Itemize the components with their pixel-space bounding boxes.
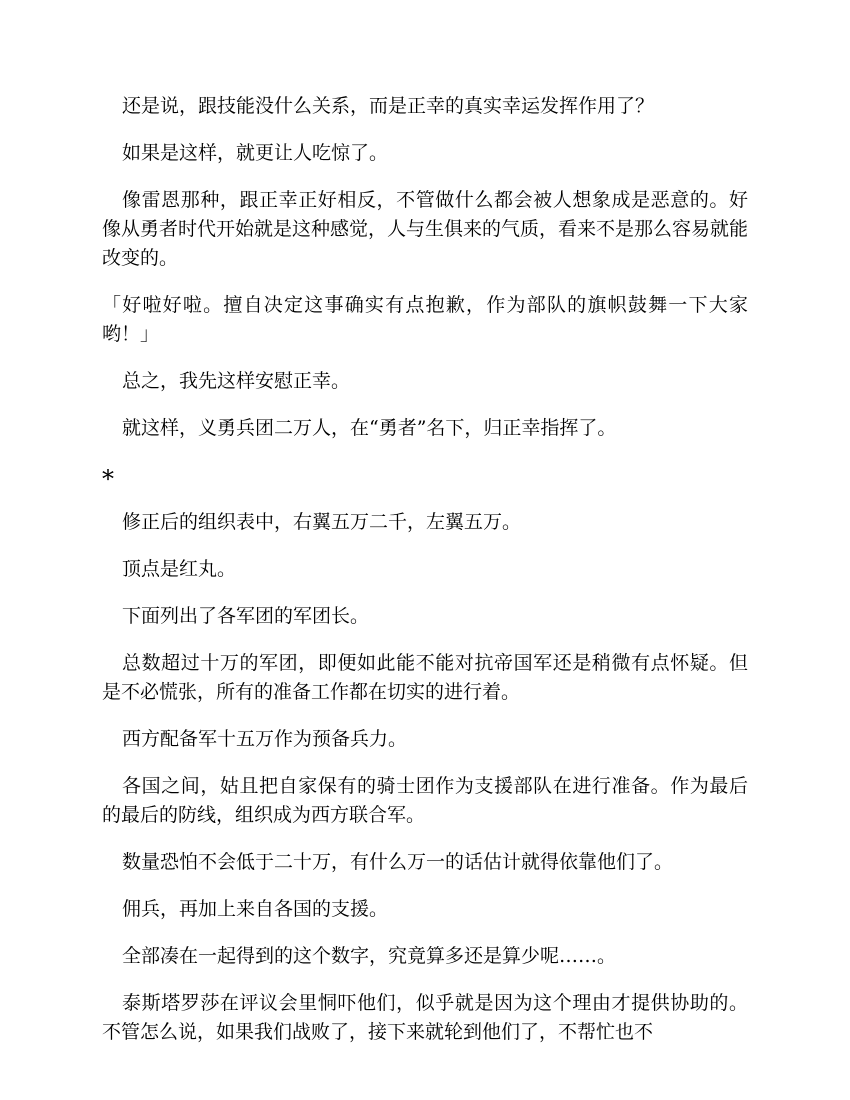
paragraph: 各国之间，姑且把自家保有的骑士团作为支援部队在进行准备。作为最后的最后的防线，组织成为西方联合军。	[102, 775, 748, 826]
paragraph: 数量恐怕不会低于二十万，有什么万一的话估计就得依靠他们了。	[122, 851, 674, 873]
paragraph: 还是说，跟技能没什么关系，而是正幸的真实幸运发挥作用了？	[122, 95, 655, 117]
paragraph: 全部凑在一起得到的这个数字，究竟算多还是算少呢……。	[122, 945, 617, 967]
paragraph: 顶点是红丸。	[122, 558, 237, 580]
document-page	[102, 92, 748, 1065]
paragraph: 修正后的组织表中，右翼五万二千，左翼五万。	[122, 511, 522, 533]
paragraph: 佣兵，再加上来自各国的支援。	[122, 898, 389, 920]
paragraph: 如果是这样，就更让人吃惊了。	[122, 142, 389, 164]
paragraph: 西方配备军十五万作为预备兵力。	[122, 728, 408, 750]
paragraph: 总之，我先这样安慰正幸。	[122, 370, 351, 392]
dialogue-paragraph: 「好啦好啦。擅自决定这事确实有点抱歉，作为部队的旗帜鼓舞一下大家哟！」	[102, 294, 748, 345]
paragraph: 就这样，义勇兵团二万人，在“勇者”名下，归正幸指挥了。	[122, 417, 617, 439]
paragraph: 泰斯塔罗莎在评议会里恫吓他们，似乎就是因为这个理由才提供协助的。不管怎么说，如果我们战败了，接下来就轮到他们了，不帮忙也不	[102, 992, 748, 1043]
paragraph: 下面列出了各军团的军团长。	[122, 605, 370, 627]
section-separator: *	[102, 465, 114, 493]
paragraph: 总数超过十万的军团，即便如此能不能对抗帝国军还是稍微有点怀疑。但是不必慌张，所有的准备工作都在切实的进行着。	[102, 652, 748, 703]
paragraph: 像雷恩那种，跟正幸正好相反，不管做什么都会被人想象成是恶意的。好像从勇者时代开始就是这种感觉，人与生俱来的气质，看来不是那么容易就能改变的。	[102, 189, 749, 269]
